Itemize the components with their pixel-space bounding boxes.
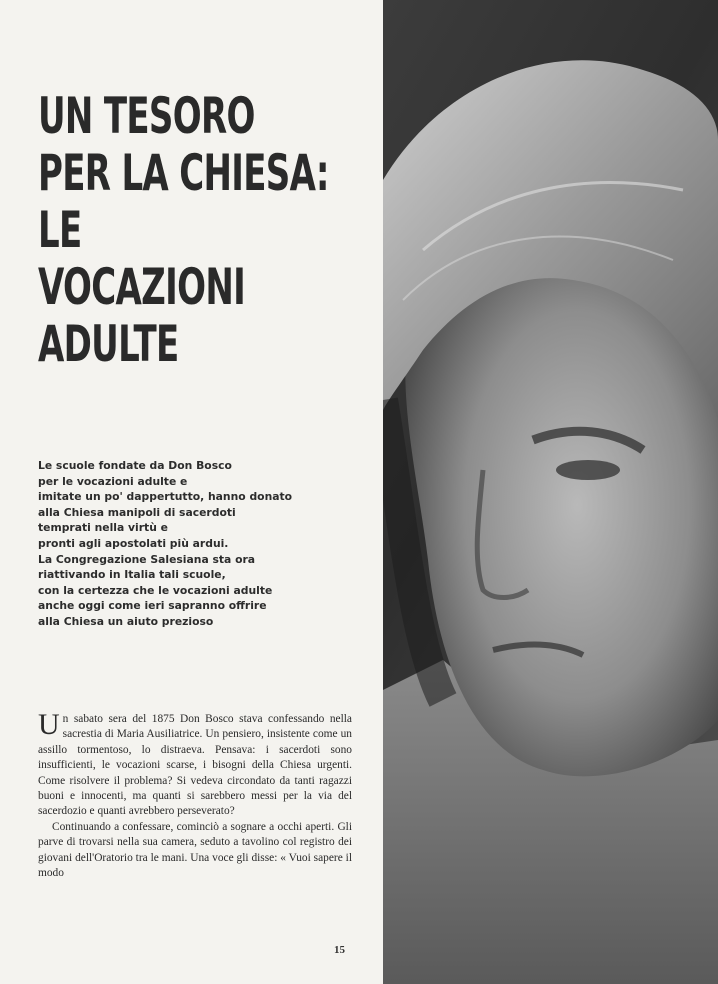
deck-line: Le scuole fondate da Don Bosco bbox=[38, 459, 232, 472]
page-number: 15 bbox=[334, 944, 345, 956]
paragraph-text: n sabato sera del 1875 Don Bosco stava confessando nella sacrestia di Maria Ausiliatrice. Un pensiero, insistente come un assillo tormentoso, lo distraeva. Pensava: i sacerdoti sono insufficienti, le vocazioni scarse, i bisogni della Chiesa urgenti. Come risolvere il problema? Si vedeva circondato da tanti ragazzi buoni e innocenti, ma quanti si sarebbero messi per la via del sacerdozio e quanti avrebbero perseverato? bbox=[38, 713, 352, 818]
title-line: UN TESORO bbox=[38, 87, 255, 145]
article-body bbox=[38, 708, 352, 881]
deck-line: alla Chiesa un aiuto prezioso bbox=[38, 614, 214, 628]
portrait-photo bbox=[383, 0, 718, 984]
deck-line: per le vocazioni adulte e bbox=[38, 474, 188, 488]
deck-line: con la certezza che le vocazioni adulte bbox=[38, 583, 273, 597]
title-line: LE bbox=[38, 201, 82, 259]
body-paragraph: Continuando a confessare, cominciò a sognare a occhi aperti. Gli parve di trovarsi nella sua camera, seduto a tavolino col registro dei giovani dell'Oratorio tra le mani. Una voce gli disse: « Vuoi sapere il modo bbox=[38, 820, 352, 880]
deck-line: temprati nella virtù e bbox=[38, 521, 168, 535]
drop-cap: U bbox=[38, 708, 60, 741]
body-paragraph bbox=[38, 708, 352, 820]
deck-line: pronti agli apostolati più ardui. bbox=[38, 536, 229, 550]
title-line: ADULTE bbox=[38, 315, 179, 373]
deck-line: La Congregazione Salesiana sta ora bbox=[38, 552, 256, 566]
deck-line: alla Chiesa manipoli di sacerdoti bbox=[38, 505, 236, 519]
title-line: VOCAZIONI bbox=[38, 258, 246, 316]
eye-shape bbox=[556, 460, 620, 480]
deck-line: imitate un po' dappertutto, hanno donato bbox=[38, 490, 293, 504]
deck-line: anche oggi come ieri sapranno offrire bbox=[38, 599, 267, 613]
deck-line: riattivando in Italia tali scuole, bbox=[38, 568, 226, 582]
title-line: PER LA CHIESA: bbox=[38, 144, 329, 202]
article-deck bbox=[38, 458, 361, 630]
article-title bbox=[38, 87, 329, 373]
